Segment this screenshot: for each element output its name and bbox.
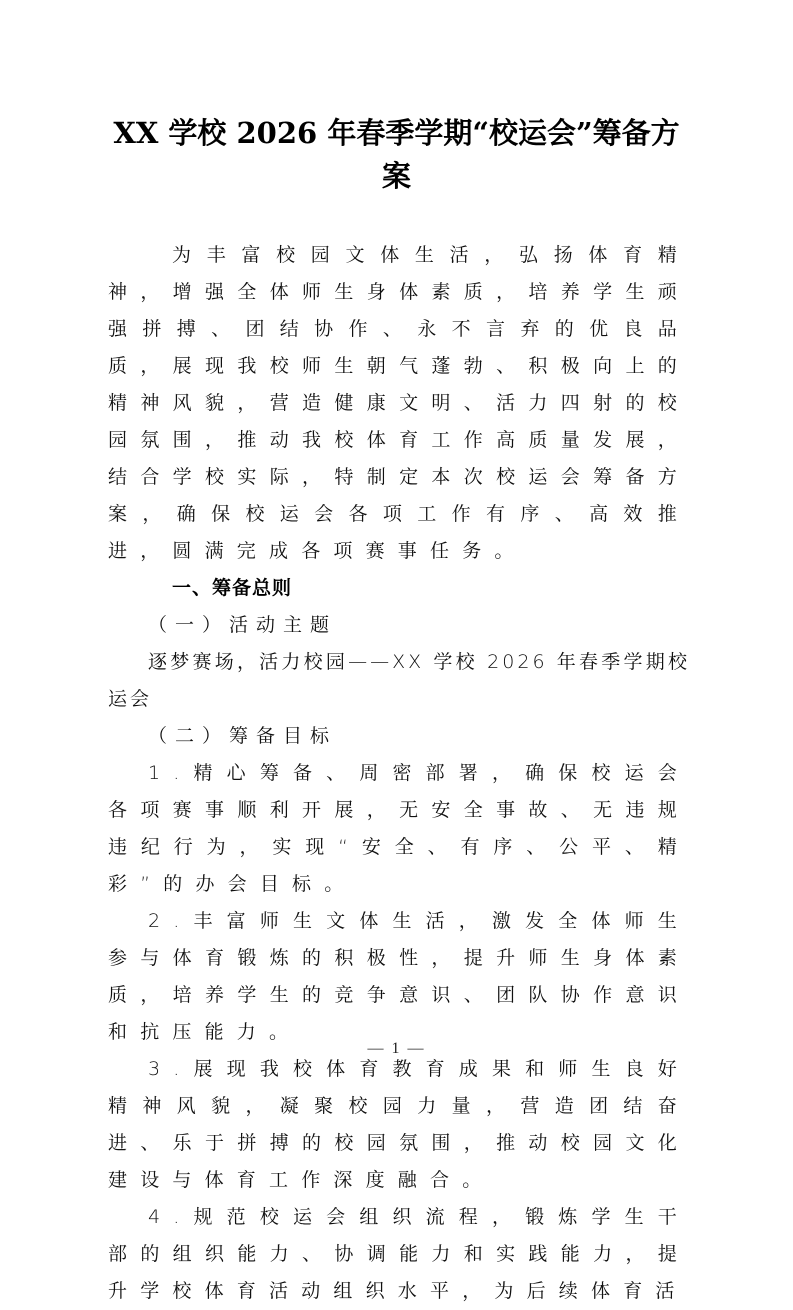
goal-item-3: 3.展现我校体育教育成果和师生良好精神风貌，凝聚校园力量，营造团结奋进、乐于拼搏的校园氛围，推动校园文化建设与体育工作深度融合。 (108, 1058, 690, 1191)
intro-paragraph: 为丰富校园文体生活，弘扬体育精神，增强全体师生身体素质，培养学生顽强拼搏、团结协作、永不言弃的优良品质，展现我校师生朝气蓬勃、积极向上的精神风貌，营造健康文明、活力四射的校园氛围，推动我校体育工作高质量发展，结合学校实际，特制定本次校运会筹备方案，确保校运会各项工作有序、高效推进，圆满完成各项赛事任务。 (108, 244, 690, 562)
subsection-heading-theme: （一）活动主题 (148, 614, 338, 636)
theme-content: 逐梦赛场，活力校园——XX 学校 2026 年春季学期校运会 (108, 651, 690, 710)
subsection-heading-goals: （二）筹备目标 (148, 725, 338, 747)
document-title: XX 学校 2026 年春季学期“校运会”筹备方案 (113, 116, 680, 193)
page-number: — 1 — (367, 1040, 426, 1057)
goal-item-2: 2.丰富师生文体生活，激发全体师生参与体育锻炼的积极性，提升师生身体素质，培养学生的竞争意识、团队协作意识和抗压能力。 (108, 910, 690, 1043)
section-heading-1: 一、筹备总则 (172, 577, 293, 599)
goal-item-1: 1.精心筹备、周密部署，确保校运会各项赛事顺利开展，无安全事故、无违规违纪行为，实现“安全、有序、公平、精彩”的办会目标。 (108, 762, 690, 895)
document-body (108, 237, 690, 1310)
goal-item-4: 4.规范校运会组织流程，锻炼学生干部的组织能力、协调能力和实践能力，提升学校体育活动组织水平，为后续体育活 (108, 1206, 690, 1302)
